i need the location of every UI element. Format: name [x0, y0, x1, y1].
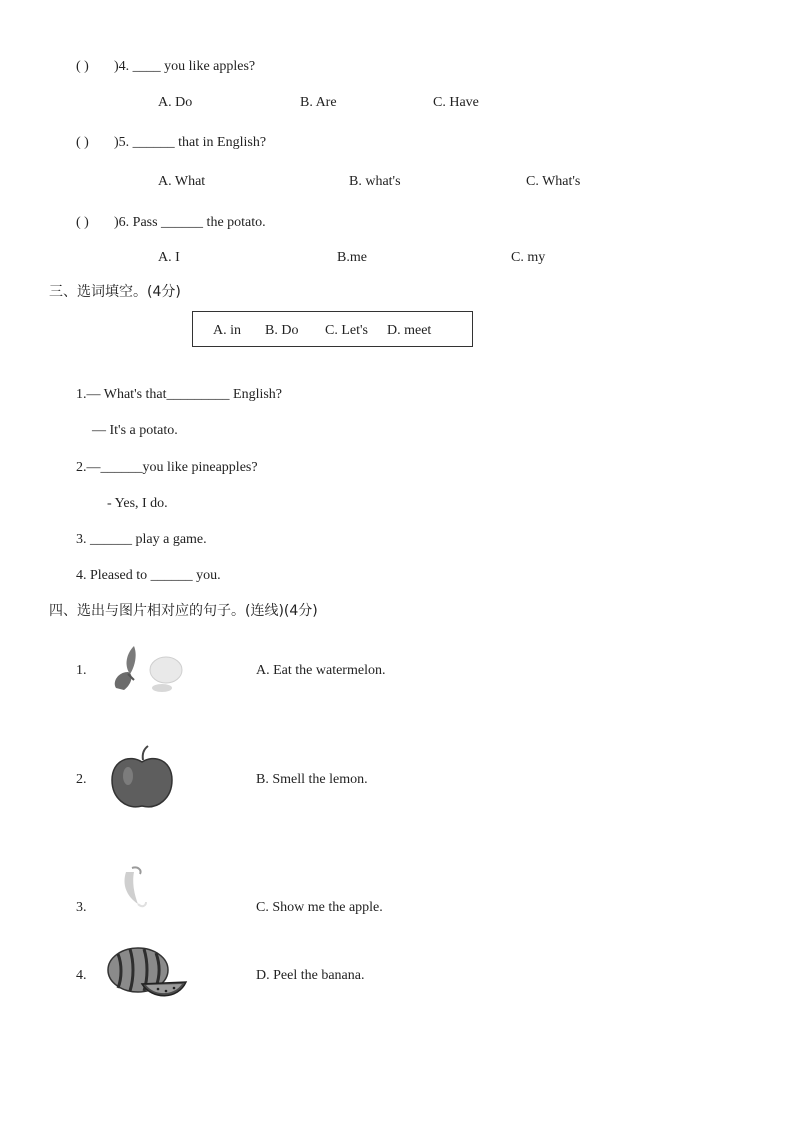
word-bank-option: D. meet — [387, 323, 432, 338]
option-b: B. Are — [300, 95, 337, 110]
match-sentence-c: C. Show me the apple. — [256, 900, 383, 915]
item-number: 3. — [76, 900, 87, 915]
word-bank-option: B. Do — [265, 323, 299, 338]
fill-blank-line-1: 1.— What's that_________ English? — [76, 387, 283, 402]
banana-picture — [112, 862, 160, 916]
section-3-heading: 三、选词填空。(4分) — [49, 284, 181, 300]
option-b: B. what's — [349, 174, 401, 189]
fill-blank-line-2: 2.—______you like pineapples? — [76, 460, 258, 475]
option-c: C. What's — [526, 174, 581, 189]
question-stem: )4. ____ you like apples? — [114, 59, 256, 74]
option-b: B.me — [337, 250, 367, 265]
fill-blank-line-3: 3. ______ play a game. — [76, 532, 207, 547]
item-number: 2. — [76, 772, 87, 787]
fill-blank-answer-1: — It's a potato. — [92, 423, 178, 438]
answer-paren[interactable]: ( ) — [76, 59, 89, 74]
question-stem: )5. ______ that in English? — [114, 135, 267, 150]
option-a: A. I — [158, 250, 180, 265]
question-stem: )6. Pass ______ the potato. — [114, 215, 266, 230]
answer-paren[interactable]: ( ) — [76, 135, 89, 150]
apple-picture — [106, 744, 178, 812]
item-number: 4. — [76, 968, 87, 983]
option-a: A. What — [158, 174, 206, 189]
word-bank-option: A. in — [213, 323, 241, 338]
option-c: C. Have — [433, 95, 479, 110]
word-bank-option: C. Let's — [325, 323, 368, 338]
answer-paren[interactable]: ( ) — [76, 215, 89, 230]
watermelon-picture — [104, 944, 190, 1004]
option-c: C. my — [511, 250, 546, 265]
section-4-heading: 四、选出与图片相对应的句子。(连线)(4分) — [49, 603, 318, 619]
option-a: A. Do — [158, 95, 193, 110]
match-sentence-b: B. Smell the lemon. — [256, 772, 368, 787]
match-sentence-a: A. Eat the watermelon. — [256, 663, 386, 678]
item-number: 1. — [76, 663, 87, 678]
word-bank — [192, 311, 473, 347]
fill-blank-answer-2: - Yes, I do. — [107, 496, 168, 511]
lemon-picture — [104, 642, 188, 698]
fill-blank-line-4: 4. Pleased to ______ you. — [76, 568, 221, 583]
match-sentence-d: D. Peel the banana. — [256, 968, 365, 983]
